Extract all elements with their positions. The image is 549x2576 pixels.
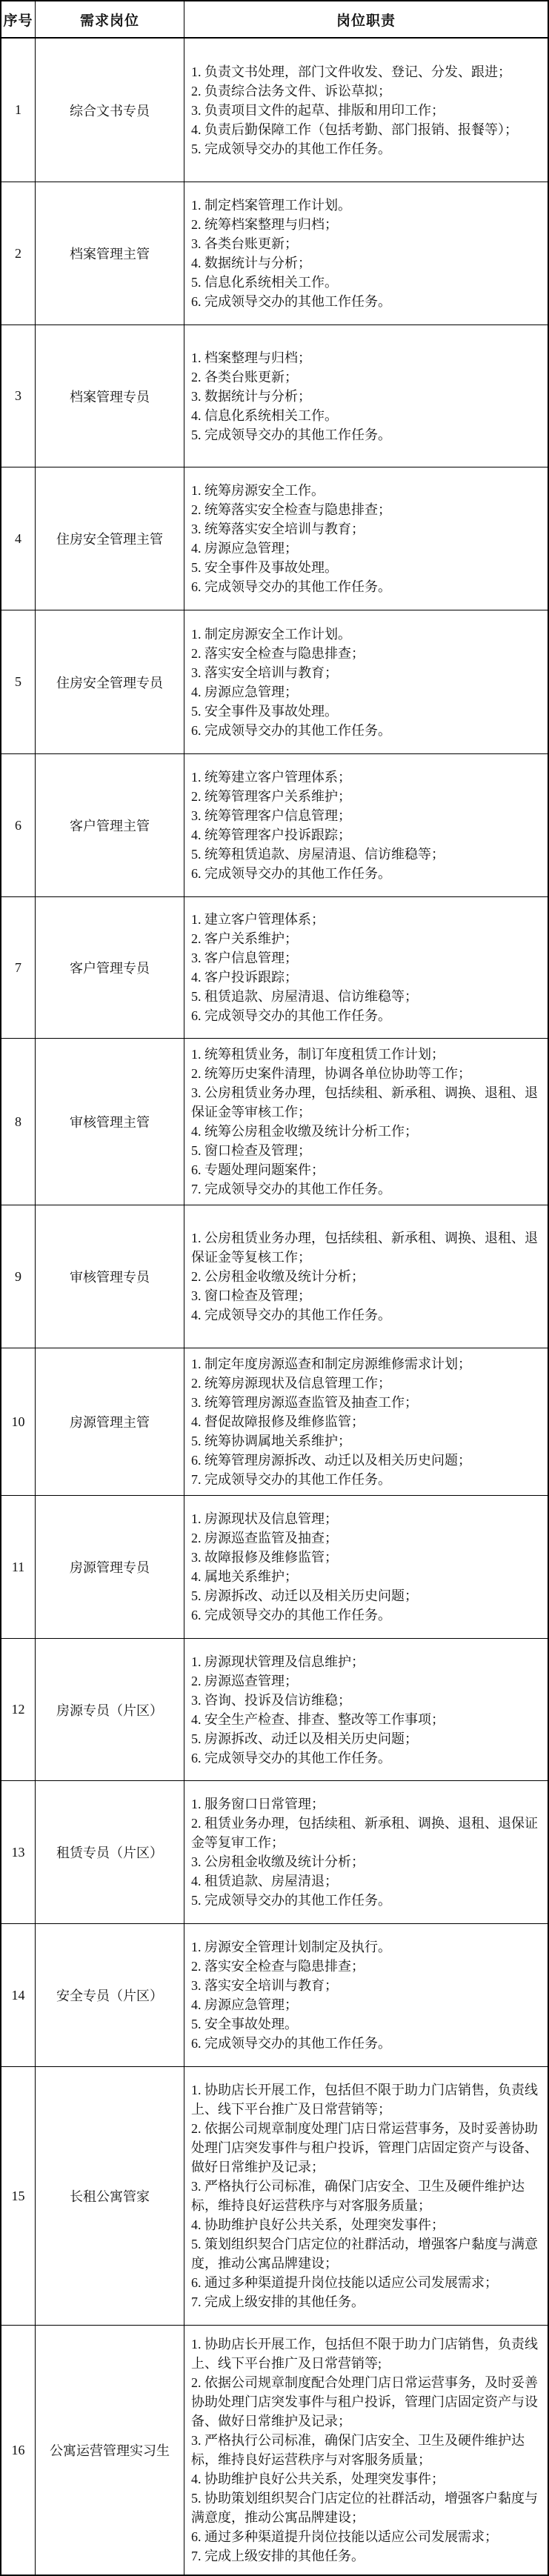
duty-item: 4. 信息化系统相关工作。 — [191, 407, 338, 423]
duty-item: 4. 数据统计与分析； — [191, 256, 311, 270]
duty-item: 2. 客户关系维护； — [191, 931, 298, 946]
table-row — [1, 610, 548, 754]
duties-cell — [184, 1924, 548, 2066]
duty-item: 7. 完成上级安排的其他任务。 — [191, 2549, 365, 2563]
duty-item: 6. 完成领导交办的其他工作任务。 — [191, 1608, 391, 1623]
duty-item: 2. 各类台账更新； — [191, 369, 298, 385]
position-cell: 长租公寓管家 — [36, 2067, 184, 2325]
duty-item: 4. 协助维护良好公共关系，处理突发事件； — [191, 2472, 445, 2486]
duty-item: 6. 专题处理问题案件； — [191, 1162, 325, 1177]
position-cell: 房源管理专员 — [36, 1496, 184, 1638]
position-cell: 租赁专员（片区） — [36, 1781, 184, 1923]
duty-item: 3. 公房租赁业务办理，包括续租、新承租、调换、退租、退保证金等审核工作； — [191, 1085, 538, 1119]
duty-item: 3. 窗口检查及管理； — [191, 1288, 311, 1303]
row-index-cell: 12 — [1, 1639, 36, 1780]
duty-item: 7. 完成领导交办的其他工作任务。 — [191, 1472, 391, 1487]
duty-item: 3. 落实安全培训与教育； — [191, 665, 338, 680]
position-cell: 档案管理专员 — [36, 325, 184, 467]
duty-item: 2. 依据公司规章制度处理门店日常运营事务，及时妥善协助处理门店突发事件与租户投诉，管理门店固定资产与设备、做好日常维护及记录； — [191, 2121, 538, 2174]
duties-cell — [184, 754, 548, 896]
row-index-cell: 4 — [1, 467, 36, 610]
column-header-index: 序号 — [1, 1, 36, 37]
duty-item: 5. 安全事件及事故处理。 — [191, 560, 338, 575]
duty-item: 5. 完成领导交办的其他工作任务。 — [191, 1893, 391, 1908]
duties-cell — [184, 325, 548, 467]
row-index-cell: 2 — [1, 182, 36, 325]
duty-item: 5. 安全事故处理。 — [191, 2017, 298, 2031]
duty-item: 7. 完成领导交办的其他工作任务。 — [191, 1182, 391, 1197]
table-row — [1, 897, 548, 1039]
duty-item: 1. 房源安全管理计划制定及执行。 — [191, 1940, 391, 1954]
row-index-cell: 3 — [1, 325, 36, 467]
duty-item: 5. 统筹协调属地关系维护； — [191, 1434, 351, 1448]
row-index-cell: 10 — [1, 1348, 36, 1495]
duty-item: 6. 完成领导交办的其他工作任务。 — [191, 866, 391, 881]
duty-item: 1. 统筹建立客户管理体系； — [191, 770, 351, 785]
duties-cell — [184, 1348, 548, 1495]
row-index-cell: 6 — [1, 754, 36, 896]
duty-item: 3. 公房租金收缴及统计分析； — [191, 1854, 365, 1869]
duty-item: 5. 统筹租赁追款、房屋清退、信访维稳等； — [191, 847, 445, 862]
duty-item: 3. 各类台账更新； — [191, 236, 298, 251]
duty-item: 3. 客户信息管理； — [191, 951, 298, 965]
duty-item: 4. 安全生产检查、排查、整改等工作事项； — [191, 1711, 445, 1727]
duty-item: 6. 完成领导交办的其他工作任务。 — [191, 1750, 391, 1765]
duty-item: 1. 协助店长开展工作，包括但不限于助力门店销售，负责线上、线下平台推广及日常营销等; — [191, 2337, 538, 2371]
duty-item: 3. 统筹管理客户信息管理； — [191, 808, 351, 823]
table-header-row — [1, 1, 548, 39]
position-cell: 综合文书专员 — [36, 39, 184, 182]
duty-item: 5. 策划组织契合门店定位的社群活动，增强客户黏度与满意度，推动公寓品牌建设； — [191, 2237, 538, 2271]
duty-item: 5. 完成领导交办的其他工作任务。 — [191, 427, 391, 442]
duty-item: 5. 窗口检查及管理； — [191, 1143, 311, 1158]
duty-item: 6. 统筹管理房源拆改、动迁以及相关历史问题； — [191, 1453, 471, 1468]
table-row — [1, 467, 548, 610]
column-header-duties: 岗位职责 — [336, 13, 396, 29]
duty-item: 1. 服务窗口日常管理； — [191, 1797, 325, 1811]
duties-cell — [184, 610, 548, 753]
duties-cell — [184, 1039, 548, 1205]
duty-item: 1. 房源现状及信息管理； — [191, 1511, 338, 1526]
table-row — [1, 1205, 548, 1348]
position-cell: 房源管理主管 — [36, 1348, 184, 1495]
duty-item: 2. 落实安全检查与隐患排查； — [191, 1959, 365, 1974]
table-row — [1, 1348, 548, 1496]
duty-item: 3. 严格执行公司标准，确保门店安全、卫生及硬件维护达标，维持良好运营秩序与对客服务质量； — [191, 2179, 525, 2213]
duties-cell — [184, 2326, 548, 2575]
duty-item: 2. 统筹落实安全检查与隐患排查； — [191, 502, 391, 517]
duty-item: 2. 统筹档案整理与归档； — [191, 217, 338, 232]
duty-item: 3. 数据统计与分析； — [191, 388, 311, 404]
table-row — [1, 325, 548, 467]
table-row — [1, 1496, 548, 1639]
duties-cell — [184, 897, 548, 1038]
table-row — [1, 1039, 548, 1205]
position-cell: 客户管理专员 — [36, 897, 184, 1038]
duty-item: 2. 依据公司规章制度配合处理门店日常运营事务，及时妥善协助处理门店突发事件与租户投诉，管理门店固定资产与设备、做好日常维护及记录； — [191, 2375, 538, 2429]
duty-item: 3. 咨询、投诉及信访维稳； — [191, 1692, 351, 1708]
duty-item: 4. 租赁追款、房屋清退； — [191, 1874, 338, 1888]
position-cell: 审核管理主管 — [36, 1039, 184, 1205]
duty-item: 6. 完成领导交办的其他工作任务。 — [191, 2036, 391, 2051]
position-cell: 客户管理主管 — [36, 754, 184, 896]
row-index-cell: 9 — [1, 1205, 36, 1348]
duty-item: 2. 负责综合法务文件、诉讼草拟； — [191, 83, 391, 99]
duty-item: 1. 协助店长开展工作，包括但不限于助力门店销售，负责线上、线下平台推广及日常营销等； — [191, 2083, 538, 2117]
table-row — [1, 39, 548, 182]
duty-item: 4. 负责后勤保障工作（包括考勤、部门报销、报餐等）； — [191, 122, 518, 137]
position-cell: 住房安全管理主管 — [36, 467, 184, 610]
row-index-cell: 7 — [1, 897, 36, 1038]
row-index-cell: 5 — [1, 610, 36, 753]
row-index-cell: 14 — [1, 1924, 36, 2066]
duty-item: 4. 房源应急管理； — [191, 684, 298, 699]
duty-item: 2. 统筹房源现状及信息管理工作； — [191, 1376, 391, 1391]
duty-item: 1. 制定房源安全工作计划。 — [191, 626, 351, 642]
duty-item: 6. 完成领导交办的其他工作任务。 — [191, 579, 391, 594]
column-header-position: 需求岗位 — [36, 1, 184, 37]
duty-item: 5. 租赁追款、房屋清退、信访维稳等； — [191, 989, 418, 1004]
duties-cell — [184, 2067, 548, 2325]
duty-item: 6. 完成领导交办的其他工作任务。 — [191, 722, 391, 738]
duties-cell — [184, 39, 548, 182]
table-row — [1, 754, 548, 897]
table-row — [1, 2067, 548, 2326]
duty-item: 2. 统筹历史案件清理，协调各单位协助等工作； — [191, 1066, 471, 1081]
duties-cell — [184, 182, 548, 325]
row-index-cell: 13 — [1, 1781, 36, 1923]
duty-item: 4. 完成领导交办的其他工作任务。 — [191, 1308, 391, 1322]
duties-cell — [184, 1639, 548, 1780]
row-index-cell: 16 — [1, 2326, 36, 2575]
duty-item: 3. 统筹落实安全培训与教育； — [191, 522, 365, 536]
duty-item: 4. 协助维护良好公共关系，处理突发事件； — [191, 2217, 445, 2232]
duty-item: 5. 安全事件及事故处理。 — [191, 703, 338, 719]
row-index-cell: 8 — [1, 1039, 36, 1205]
duty-item: 1. 档案整理与归档； — [191, 350, 311, 365]
position-cell: 档案管理主管 — [36, 182, 184, 325]
position-cell: 安全专员（片区） — [36, 1924, 184, 2066]
duty-item: 1. 制定档案管理工作计划。 — [191, 198, 351, 213]
duty-item: 2. 落实安全检查与隐患排查； — [191, 645, 365, 661]
duty-item: 6. 通过多种渠道提升岗位技能以适应公司发展需求； — [191, 2529, 498, 2544]
duty-item: 1. 负责文书处理，部门文件收发、登记、分发、跟进； — [191, 64, 511, 79]
table-row — [1, 1781, 548, 1924]
table-row — [1, 1924, 548, 2067]
table-body — [1, 39, 548, 2575]
duties-cell — [184, 467, 548, 610]
duty-item: 1. 制定年度房源巡查和制定房源维修需求计划； — [191, 1357, 471, 1371]
duty-item: 2. 租赁业务办理，包括续租、新承租、调换、退租、退保证金等复审工作； — [191, 1816, 538, 1850]
duty-item: 3. 落实安全培训与教育； — [191, 1978, 338, 1993]
duty-item: 2. 公房租金收缴及统计分析； — [191, 1269, 365, 1284]
row-index-cell: 1 — [1, 39, 36, 182]
duties-cell — [184, 1781, 548, 1923]
table-row — [1, 182, 548, 325]
duty-item: 3. 严格执行公司标准，确保门店安全、卫生及硬件维护达标，维持良好运营秩序与对客服务质量； — [191, 2433, 525, 2467]
duty-item: 3. 故障报修及维修监管； — [191, 1550, 338, 1565]
position-cell: 房源专员（片区） — [36, 1639, 184, 1780]
table-row — [1, 2326, 548, 2575]
duty-item: 6. 通过多种渠道提升岗位技能以适应公司发展需求； — [191, 2275, 498, 2290]
position-cell: 审核管理专员 — [36, 1205, 184, 1348]
duty-item: 2. 房源巡查管理； — [191, 1673, 298, 1688]
duty-item: 2. 房源巡查监管及抽查； — [191, 1531, 338, 1545]
position-cell: 公寓运营管理实习生 — [36, 2326, 184, 2575]
duty-item: 1. 房源现状管理及信息维护； — [191, 1654, 365, 1669]
duty-item: 1. 统筹租赁业务，制订年度租赁工作计划； — [191, 1047, 445, 1062]
duty-item: 6. 完成领导交办的其他工作任务。 — [191, 294, 391, 309]
duties-cell — [184, 1205, 548, 1348]
row-index-cell: 11 — [1, 1496, 36, 1638]
duty-item: 1. 统筹房源安全工作。 — [191, 483, 325, 498]
duties-cell — [184, 1496, 548, 1638]
duty-item: 4. 客户投诉跟踪； — [191, 970, 298, 985]
duty-item: 5. 房源拆改、动迁以及相关历史问题； — [191, 1588, 418, 1603]
duty-item: 4. 督促故障报修及维修监管； — [191, 1414, 365, 1429]
duty-item: 1. 公房租赁业务办理，包括续租、新承租、调换、退租、退保证金等复核工作； — [191, 1231, 538, 1265]
duty-item: 5. 协助策划组织契合门店定位的社群活动，增强客户黏度与满意度，推动公寓品牌建设； — [191, 2491, 538, 2525]
position-cell: 住房安全管理专员 — [36, 610, 184, 753]
duty-item: 4. 统筹管理客户投诉跟踪； — [191, 828, 351, 842]
table-row — [1, 1639, 548, 1781]
duty-item: 4. 属地关系维护； — [191, 1569, 298, 1584]
duty-item: 3. 负责项目文件的起草、排版和用印工作； — [191, 102, 445, 118]
duty-item: 3. 统筹管理房源巡查监管及抽查工作； — [191, 1395, 418, 1410]
duty-item: 5. 信息化系统相关工作。 — [191, 275, 338, 290]
duty-item: 4. 房源应急管理； — [191, 1997, 298, 2012]
duty-item: 4. 房源应急管理； — [191, 541, 298, 556]
duty-item: 5. 完成领导交办的其他工作任务。 — [191, 141, 391, 156]
duty-item: 4. 统筹公房租金收缴及统计分析工作； — [191, 1124, 418, 1139]
duty-item: 7. 完成上级安排的其他任务。 — [191, 2294, 365, 2309]
duty-item: 6. 完成领导交办的其他工作任务。 — [191, 1008, 391, 1023]
duty-item: 5. 房源拆改、动迁以及相关历史问题； — [191, 1731, 418, 1746]
duty-item: 1. 建立客户管理体系； — [191, 912, 325, 927]
row-index-cell: 15 — [1, 2067, 36, 2325]
duty-item: 2. 统筹管理客户关系维护； — [191, 789, 351, 804]
